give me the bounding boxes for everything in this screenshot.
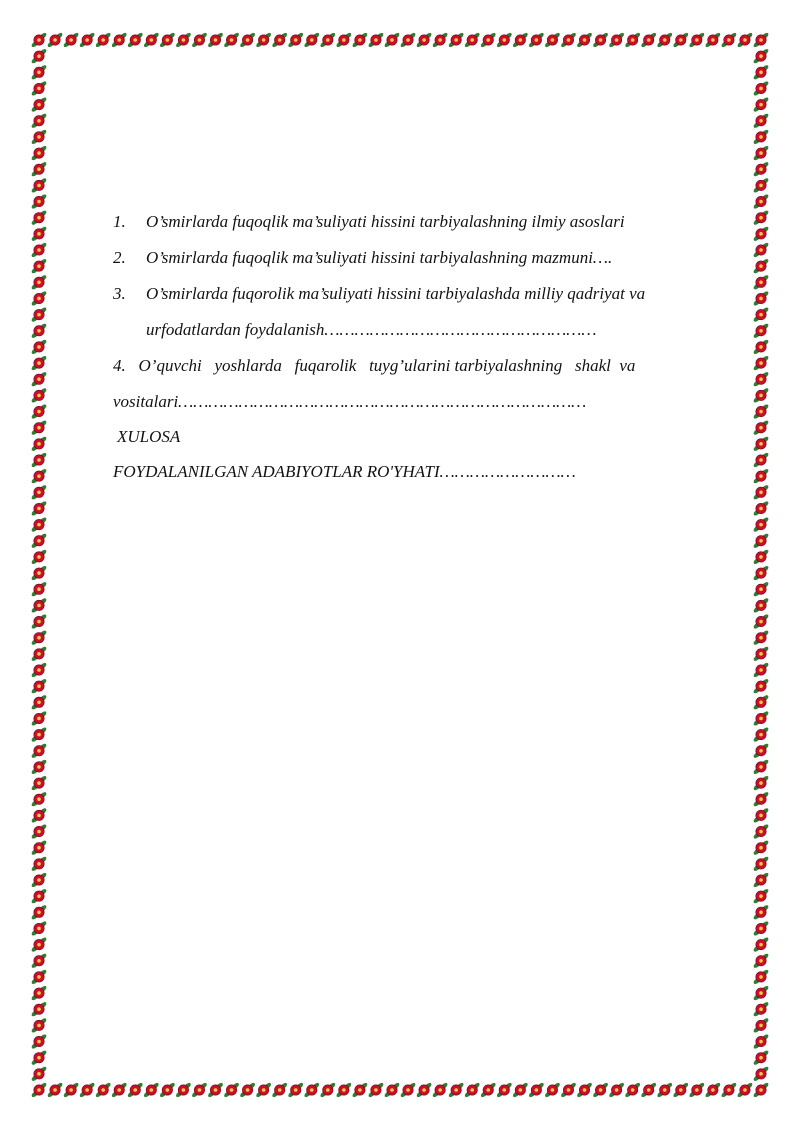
flower-icon — [753, 1049, 770, 1066]
flower-icon — [416, 32, 433, 49]
flower-icon — [31, 856, 48, 873]
flower-icon — [31, 1001, 48, 1018]
flower-icon — [753, 387, 770, 404]
flower-icon — [720, 32, 737, 49]
flower-icon — [31, 161, 48, 178]
flower-icon — [753, 791, 770, 808]
flower-icon — [753, 193, 770, 210]
toc-item-number: 3. — [113, 284, 126, 303]
flower-icon — [31, 403, 48, 420]
flower-icon — [31, 48, 48, 65]
flower-icon — [31, 581, 48, 598]
flower-icon — [672, 32, 689, 49]
flower-icon — [31, 791, 48, 808]
flower-icon — [383, 1082, 400, 1099]
flower-icon — [753, 129, 770, 146]
flower-icon — [31, 113, 48, 130]
flower-icon — [31, 242, 48, 259]
flower-icon — [31, 920, 48, 937]
flower-icon — [47, 32, 64, 49]
flower-icon — [31, 953, 48, 970]
flower-icon — [31, 549, 48, 566]
flower-icon — [31, 484, 48, 501]
flower-icon — [31, 613, 48, 630]
flower-icon — [287, 1082, 304, 1099]
flower-icon — [47, 1082, 64, 1099]
flower-icon — [175, 32, 192, 49]
flower-icon — [704, 1082, 721, 1099]
flower-icon — [753, 694, 770, 711]
flower-icon — [400, 1082, 417, 1099]
toc-item-3 — [113, 282, 726, 342]
flower-icon — [576, 32, 593, 49]
flower-icon — [127, 32, 144, 49]
flower-icon — [753, 1017, 770, 1034]
flower-icon — [271, 32, 288, 49]
flower-icon — [496, 1082, 513, 1099]
flower-icon — [31, 419, 48, 436]
flower-icon — [31, 775, 48, 792]
flower-icon — [31, 177, 48, 194]
flower-icon — [753, 80, 770, 97]
flower-icon — [383, 32, 400, 49]
flower-icon — [448, 1082, 465, 1099]
flower-icon — [63, 1082, 80, 1099]
flower-icon — [31, 1017, 48, 1034]
flower-icon — [656, 32, 673, 49]
flower-icon — [207, 1082, 224, 1099]
flower-icon — [753, 759, 770, 776]
flower-icon — [143, 32, 160, 49]
flower-icon — [31, 823, 48, 840]
flower-icon — [31, 662, 48, 679]
flower-icon — [31, 500, 48, 517]
flower-icon — [753, 32, 770, 49]
flower-icon — [31, 726, 48, 743]
flower-icon — [303, 1082, 320, 1099]
flower-icon — [31, 371, 48, 388]
flower-icon — [753, 96, 770, 113]
flower-icon — [31, 64, 48, 81]
flower-icon — [753, 419, 770, 436]
flower-icon — [753, 209, 770, 226]
flower-icon — [512, 1082, 529, 1099]
flower-icon — [753, 161, 770, 178]
flower-icon — [753, 468, 770, 485]
flower-icon — [31, 629, 48, 646]
flower-icon — [753, 258, 770, 275]
flower-icon — [544, 1082, 561, 1099]
flower-icon — [31, 209, 48, 226]
flower-icon — [672, 1082, 689, 1099]
flower-icon — [31, 1082, 48, 1099]
flower-icon — [111, 1082, 128, 1099]
flower-icon — [31, 32, 48, 49]
toc-item-number: 1. — [113, 212, 126, 231]
toc-item-text: O’smirlarda fuqorolik ma’suliyati hissini tarbiyalashda milliy qadriyat va — [146, 284, 646, 303]
flower-icon — [753, 1033, 770, 1050]
toc-item-text: O’smirlarda fuqoqlik ma’suliyati hissini tarbiyalashning mazmuni…. — [146, 248, 613, 267]
toc-item-text-continued: vositalari……………………………………………………………………… — [113, 392, 587, 411]
flower-icon — [432, 32, 449, 49]
flower-icon — [624, 32, 641, 49]
flower-icon — [753, 710, 770, 727]
flower-icon — [175, 1082, 192, 1099]
flower-icon — [191, 1082, 208, 1099]
flower-icon — [31, 468, 48, 485]
toc-item-2 — [113, 246, 726, 270]
flower-icon — [367, 32, 384, 49]
flower-icon — [592, 1082, 609, 1099]
flower-icon — [753, 1066, 770, 1083]
flower-icon — [753, 306, 770, 323]
flower-icon — [753, 775, 770, 792]
flower-icon — [31, 452, 48, 469]
flower-icon — [753, 888, 770, 905]
flower-icon — [31, 985, 48, 1002]
flower-icon — [512, 32, 529, 49]
references-heading: FOYDALANILGAN ADABIYOTLAR RO'YHATI……………………… — [113, 462, 576, 481]
flower-icon — [464, 32, 481, 49]
flower-icon — [753, 1001, 770, 1018]
flower-icon — [753, 500, 770, 517]
flower-icon — [753, 290, 770, 307]
flower-icon — [255, 1082, 272, 1099]
flower-icon — [753, 743, 770, 760]
flower-icon — [448, 32, 465, 49]
flower-icon — [79, 32, 96, 49]
flower-icon — [753, 339, 770, 356]
toc-item-text-continued: urfodatlardan foydalanish……………………………………………… — [146, 320, 597, 339]
flower-icon — [480, 1082, 497, 1099]
flower-icon — [624, 1082, 641, 1099]
flower-icon — [31, 565, 48, 582]
flower-icon — [31, 1066, 48, 1083]
flower-icon — [31, 96, 48, 113]
flower-icon — [95, 1082, 112, 1099]
flower-icon — [400, 32, 417, 49]
flower-icon — [753, 581, 770, 598]
flower-icon — [753, 807, 770, 824]
flower-icon — [31, 355, 48, 372]
flower-icon — [31, 516, 48, 533]
flower-icon — [31, 936, 48, 953]
flower-icon — [528, 1082, 545, 1099]
flower-icon — [753, 64, 770, 81]
flower-icon — [31, 872, 48, 889]
flower-icon — [736, 32, 753, 49]
flower-icon — [31, 839, 48, 856]
flower-icon — [753, 371, 770, 388]
flower-icon — [753, 646, 770, 663]
flower-icon — [31, 597, 48, 614]
toc-item-text: 4. O’quvchi yoshlarda fuqarolik tuyg’ularini tarbiyalashning shakl va — [113, 356, 636, 375]
flower-icon — [31, 1049, 48, 1066]
flower-icon — [753, 145, 770, 162]
flower-icon — [753, 565, 770, 582]
flower-icon — [753, 969, 770, 986]
flower-icon — [753, 953, 770, 970]
flower-icon — [319, 1082, 336, 1099]
flower-icon — [753, 452, 770, 469]
flower-icon — [560, 1082, 577, 1099]
flower-icon — [528, 32, 545, 49]
flower-icon — [367, 1082, 384, 1099]
flower-icon — [207, 32, 224, 49]
flower-icon — [656, 1082, 673, 1099]
flower-icon — [31, 807, 48, 824]
flower-icon — [720, 1082, 737, 1099]
flower-icon — [335, 32, 352, 49]
flower-icon — [303, 32, 320, 49]
flower-icon — [496, 32, 513, 49]
flower-icon — [31, 306, 48, 323]
flower-icon — [31, 258, 48, 275]
flower-icon — [560, 32, 577, 49]
flower-icon — [753, 613, 770, 630]
flower-icon — [79, 1082, 96, 1099]
conclusion-heading: XULOSA — [117, 427, 181, 446]
flower-icon — [480, 32, 497, 49]
toc-item-text: O’smirlarda fuqoqlik ma’suliyati hissini tarbiyalashning ilmiy asoslari — [146, 212, 625, 231]
flower-icon — [416, 1082, 433, 1099]
toc-item-number: 2. — [113, 248, 126, 267]
flower-icon — [753, 177, 770, 194]
flower-icon — [753, 662, 770, 679]
flower-icon — [159, 32, 176, 49]
flower-icon — [31, 694, 48, 711]
flower-icon — [753, 355, 770, 372]
flower-icon — [255, 32, 272, 49]
flower-icon — [753, 436, 770, 453]
flower-icon — [31, 145, 48, 162]
flower-icon — [271, 1082, 288, 1099]
flower-icon — [31, 387, 48, 404]
flower-icon — [736, 1082, 753, 1099]
flower-icon — [753, 403, 770, 420]
flower-icon — [753, 484, 770, 501]
flower-icon — [640, 1082, 657, 1099]
flower-icon — [544, 32, 561, 49]
flower-icon — [335, 1082, 352, 1099]
flower-icon — [753, 597, 770, 614]
flower-icon — [31, 759, 48, 776]
flower-icon — [351, 32, 368, 49]
flower-icon — [239, 1082, 256, 1099]
flower-icon — [753, 1082, 770, 1099]
flower-icon — [753, 113, 770, 130]
flower-icon — [753, 226, 770, 243]
flower-icon — [351, 1082, 368, 1099]
flower-icon — [753, 920, 770, 937]
toc-item-4 — [113, 348, 726, 420]
flower-icon — [753, 516, 770, 533]
flower-icon — [753, 242, 770, 259]
flower-icon — [753, 274, 770, 291]
flower-icon — [223, 32, 240, 49]
flower-icon — [31, 436, 48, 453]
flower-icon — [31, 904, 48, 921]
flower-icon — [464, 1082, 481, 1099]
flower-icon — [753, 936, 770, 953]
flower-icon — [95, 32, 112, 49]
flower-icon — [31, 969, 48, 986]
flower-icon — [432, 1082, 449, 1099]
flower-icon — [753, 678, 770, 695]
flower-icon — [753, 985, 770, 1002]
flower-icon — [31, 743, 48, 760]
flower-icon — [31, 533, 48, 550]
flower-icon — [753, 904, 770, 921]
flower-icon — [63, 32, 80, 49]
flower-icon — [753, 323, 770, 340]
flower-icon — [31, 339, 48, 356]
flower-icon — [31, 193, 48, 210]
flower-icon — [31, 226, 48, 243]
flower-icon — [753, 549, 770, 566]
flower-icon — [191, 32, 208, 49]
flower-icon — [127, 1082, 144, 1099]
flower-icon — [753, 839, 770, 856]
flower-icon — [143, 1082, 160, 1099]
flower-icon — [688, 32, 705, 49]
flower-icon — [31, 80, 48, 97]
flower-icon — [31, 888, 48, 905]
flower-icon — [608, 32, 625, 49]
flower-icon — [704, 32, 721, 49]
flower-icon — [223, 1082, 240, 1099]
flower-icon — [753, 629, 770, 646]
flower-icon — [287, 32, 304, 49]
flower-icon — [753, 533, 770, 550]
table-of-contents — [113, 210, 726, 490]
flower-icon — [31, 274, 48, 291]
flower-icon — [31, 290, 48, 307]
flower-icon — [688, 1082, 705, 1099]
flower-icon — [753, 726, 770, 743]
flower-icon — [753, 872, 770, 889]
flower-icon — [640, 32, 657, 49]
flower-icon — [31, 710, 48, 727]
flower-icon — [753, 856, 770, 873]
flower-icon — [31, 678, 48, 695]
flower-icon — [319, 32, 336, 49]
flower-icon — [31, 129, 48, 146]
flower-icon — [753, 823, 770, 840]
flower-icon — [31, 646, 48, 663]
flower-icon — [31, 323, 48, 340]
flower-icon — [111, 32, 128, 49]
flower-icon — [753, 48, 770, 65]
flower-icon — [31, 1033, 48, 1050]
flower-icon — [239, 32, 256, 49]
flower-icon — [159, 1082, 176, 1099]
flower-icon — [608, 1082, 625, 1099]
flower-icon — [576, 1082, 593, 1099]
toc-item-1 — [113, 210, 726, 234]
flower-icon — [592, 32, 609, 49]
